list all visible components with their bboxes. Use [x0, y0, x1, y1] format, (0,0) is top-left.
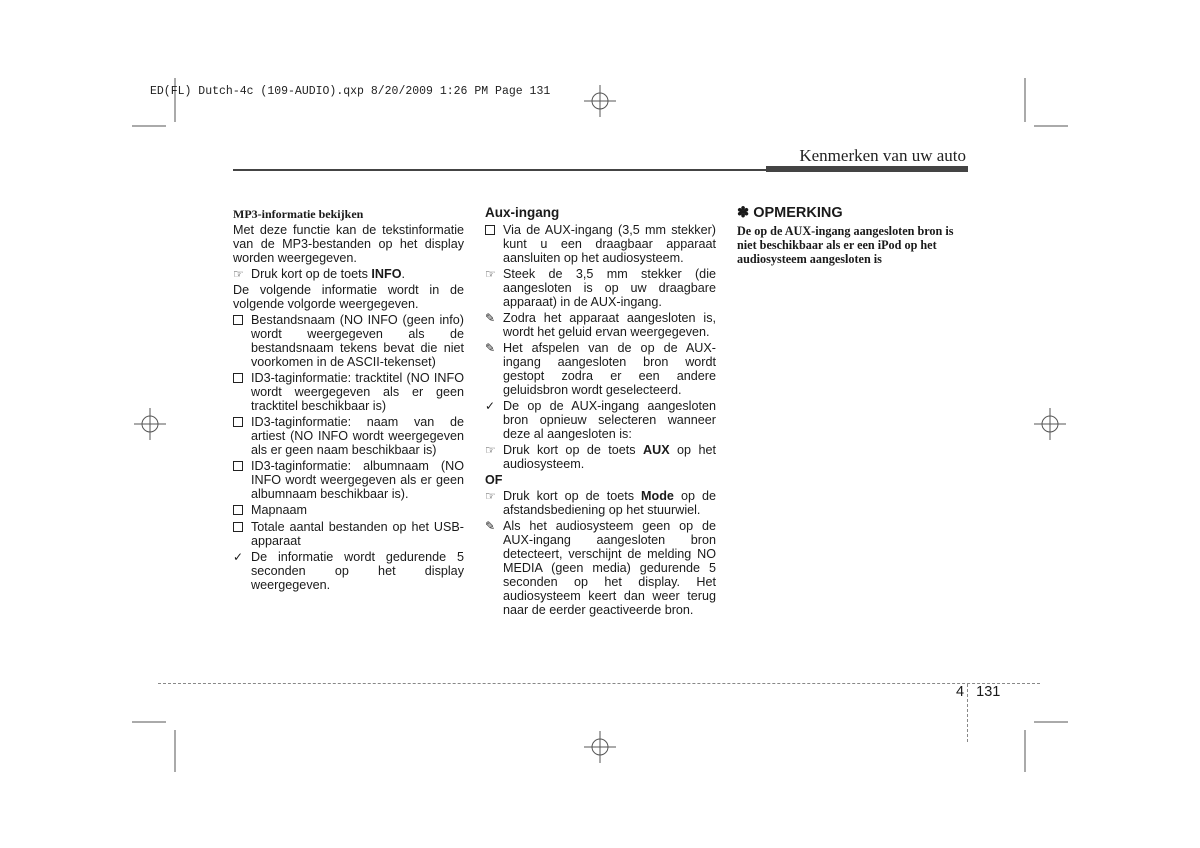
- list-item: ☞ Steek de 3,5 mm stekker (die aangesloten is op uw draagbare apparaat) in de AUX-ingang.: [485, 267, 716, 309]
- note-body: De op de AUX-ingang aangesloten bron is niet beschikbaar als er een iPod op het audiosysteem aangesloten is: [737, 224, 954, 266]
- aux-key: AUX: [643, 443, 670, 457]
- pencil-icon: ✎: [485, 519, 496, 533]
- list-item: ✓ De informatie wordt gedurende 5 seconden op het display weergegeven.: [233, 550, 464, 592]
- footer-rule: [158, 683, 1040, 684]
- print-slug: ED(FL) Dutch-4c (109-AUDIO).qxp 8/20/2009 1:26 PM Page 131: [150, 85, 551, 98]
- list-item: Bestandsnaam (NO INFO (geen info) wordt weergegeven als de bestandsnaam tekens bevat die niet voorkomen in de ASCII-tekenset): [233, 313, 464, 369]
- pencil-icon: ✎: [485, 311, 496, 325]
- header-bar: [766, 166, 968, 172]
- column-mp3-info: [233, 205, 464, 594]
- list-item: ✓ De op de AUX-ingang aangesloten bron opnieuw selecteren wanneer deze al aangesloten is:: [485, 399, 716, 441]
- mode-key: Mode: [641, 489, 674, 503]
- list-item: ✎ Zodra het apparaat aangesloten is, wordt het geluid ervan weergegeven.: [485, 311, 716, 339]
- note-heading: ✽ OPMERKING: [737, 205, 843, 221]
- column-aux-input: [485, 205, 716, 619]
- mp3-intro: Met deze functie kan de tekstinformatie van de MP3-bestanden op het display worden weergegeven.: [233, 223, 464, 265]
- info-key: INFO: [371, 267, 402, 281]
- checkbox-icon: [233, 461, 243, 471]
- page-number: [956, 684, 1000, 700]
- list-item: Mapnaam: [233, 503, 464, 518]
- checkmark-icon: ✓: [233, 550, 244, 564]
- checkmark-icon: ✓: [485, 399, 496, 413]
- list-item: Via de AUX-ingang (3,5 mm stekker) kunt u een draagbaar apparaat aansluiten op het audiosysteem.: [485, 223, 716, 265]
- pencil-icon: ✎: [485, 341, 496, 355]
- section-title: Kenmerken van uw auto: [799, 146, 966, 165]
- list-item: ID3-taginformatie: tracktitel (NO INFO wordt weergegeven als er geen tracktitel beschikbaar is): [233, 371, 464, 413]
- list-item: ☞ Druk kort op de toets Mode op de afstandsbediening op het stuurwiel.: [485, 489, 716, 517]
- list-item: ✎ Als het audiosysteem geen op de AUX-ingang aangesloten bron detecteert, verschijnt de melding NO MEDIA (geen media) gedurende 5 seconden op het display. Het audiosysteem keert dan weer terug naar de eerder geactiveerde bron.: [485, 519, 716, 617]
- pointing-hand-icon: ☞: [485, 443, 496, 457]
- list-item: ID3-taginformatie: albumnaam (NO INFO wordt weergegeven als er geen albumnaam beschikbaar is).: [233, 459, 464, 501]
- chapter-number: 4: [956, 684, 965, 700]
- or-label: OF: [485, 473, 503, 487]
- pointing-hand-icon: ☞: [233, 267, 244, 281]
- list-item: ☞ Druk kort op de toets AUX op het audiosysteem.: [485, 443, 716, 471]
- checkbox-icon: [485, 225, 495, 235]
- checkbox-icon: [233, 417, 243, 427]
- pointing-hand-icon: ☞: [485, 489, 496, 503]
- checkbox-icon: [233, 522, 243, 532]
- pointing-hand-icon: ☞: [485, 267, 496, 281]
- list-item: Totale aantal bestanden op het USB-apparaat: [233, 520, 464, 548]
- asterisk-icon: ✽: [737, 205, 750, 221]
- checkbox-icon: [233, 315, 243, 325]
- mp3-intro-2: De volgende informatie wordt in de volgende volgorde weergegeven.: [233, 283, 464, 311]
- aux-heading: Aux-ingang: [485, 205, 560, 220]
- page-number-value: 131: [976, 684, 1001, 700]
- list-item: ☞ Druk kort op de toets INFO.: [233, 267, 405, 281]
- mp3-heading: MP3-informatie bekijken: [233, 207, 364, 221]
- column-note: [737, 205, 968, 266]
- checkbox-icon: [233, 505, 243, 515]
- list-item: ✎ Het afspelen van de op de AUX-ingang aangesloten bron wordt gestopt zodra er een andere geluidsbron wordt geselecteerd.: [485, 341, 716, 397]
- checkbox-icon: [233, 373, 243, 383]
- list-item: ID3-taginformatie: naam van de artiest (NO INFO wordt weergegeven als er geen naam beschikbaar is): [233, 415, 464, 457]
